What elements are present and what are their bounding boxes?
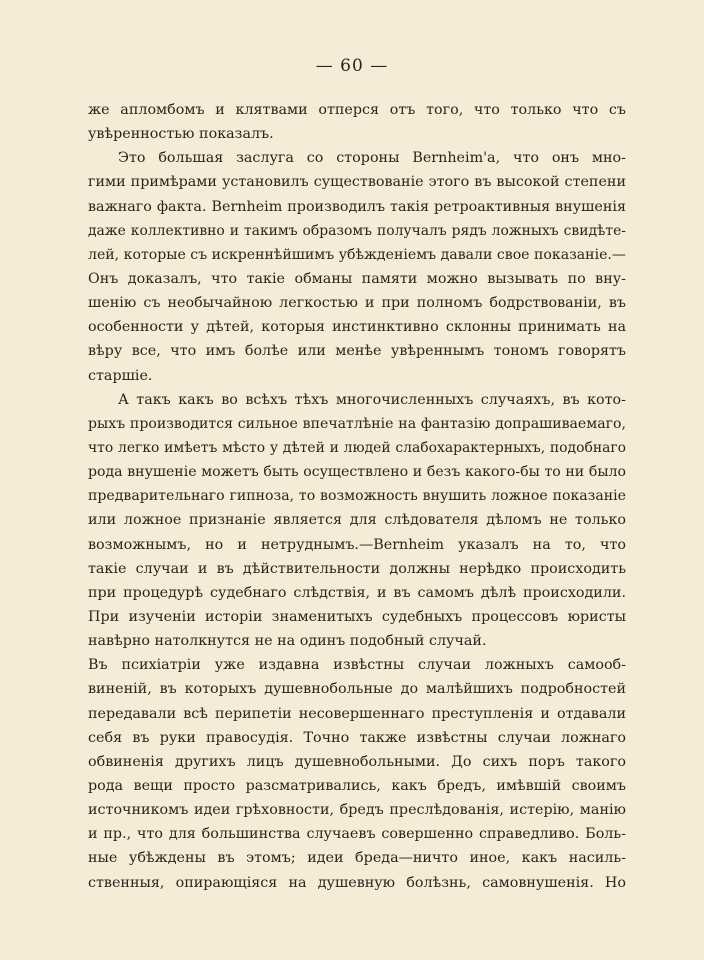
text-line: такіе случаи и въ дѣйствительности должны нерѣдко происходить	[88, 560, 626, 577]
text-line: даже коллективно и такимъ образомъ получалъ рядъ ложныхъ свидѣте-	[88, 222, 626, 239]
text-line: рода внушеніе можетъ быть осуществлено и безъ какого-бы то ни было	[88, 464, 626, 481]
text-line: же апломбомъ и клятвами отперся отъ того, что только что съ	[88, 102, 626, 118]
text-line: Это большая заслуга со стороны Bernheim'a, что онъ мно-	[118, 150, 626, 167]
text-line: ные убѣждены въ этомъ; идеи бреда—ничто иное, какъ насиль-	[88, 850, 626, 867]
text-line: обвиненія другихъ лицъ душевнобольными. До сихъ поръ такого	[88, 753, 626, 770]
text-line: что легко имѣетъ мѣсто у дѣтей и людей слабохарактерныхъ, подобнаго	[88, 439, 626, 456]
text-line: при процедурѣ судебнаго слѣдствія, и въ самомъ дѣлѣ происходили.	[88, 584, 626, 601]
text-line: навѣрно натолкнутся не на одинъ подобный случай.	[88, 633, 487, 650]
text-line: гими примѣрами установилъ существованіе этого въ высокой степени	[88, 174, 626, 191]
text-line: возможнымъ, но и нетруднымъ.—Bernheim указалъ на то, что	[88, 536, 626, 553]
text-line: А такъ какъ во всѣхъ тѣхъ многочисленныхъ случаяхъ, въ кото-	[118, 391, 626, 408]
text-line: ственныя, опирающіяся на душевную болѣзнь, самовнушенія. Но	[88, 874, 626, 891]
text-line: особенности у дѣтей, которыя инстинктивно склонны принимать на	[88, 319, 626, 336]
text-line: шенію съ необычайною легкостью и при полномъ бодрствованіи, въ	[88, 295, 626, 312]
text-line: предварительнаго гипноза, то возможность внушить ложное показаніе	[88, 488, 626, 505]
body-text	[88, 98, 626, 895]
text-line: передавали всѣ перипетіи несовершеннаго преступленія и отдавали	[88, 705, 626, 722]
text-line: Въ психіатріи уже издавна извѣстны случаи ложныхъ самооб-	[88, 657, 626, 674]
text-line: Онъ доказалъ, что такіе обманы памяти можно вызывать по вну-	[88, 270, 626, 287]
text-line: важнаго факта. Bernheim производилъ такія ретроактивныя внушенія	[88, 198, 626, 215]
text-line: увѣренностью показалъ.	[88, 126, 274, 143]
page-number: — 60 —	[315, 56, 389, 76]
text-line: лей, которые съ искреннѣйшимъ убѣжденіемъ давали свое показаніе.—	[88, 246, 626, 263]
text-line: источникомъ идеи грѣховности, бредъ преслѣдованія, истерію, манію	[88, 802, 626, 819]
text-line: рода вещи просто разсматривались, какъ бредъ, имѣвшій своимъ	[88, 777, 626, 794]
text-line: и пр., что для большинства случаевъ совершенно справедливо. Боль-	[88, 826, 626, 843]
text-line: старшіе.	[88, 367, 153, 384]
text-line: вѣру все, что имъ болѣе или менѣе увѣреннымъ тономъ говорятъ	[88, 343, 626, 360]
text-line: рыхъ производится сильное впечатлѣніе на фантазію допрашиваемаго,	[88, 415, 626, 432]
text-line: При изученіи исторіи знаменитыхъ судебныхъ процессовъ юристы	[88, 608, 626, 625]
text-line: или ложное признаніе является для слѣдователя дѣломъ не только	[88, 512, 626, 529]
text-line: себя въ руки правосудія. Точно также извѣстны случаи ложнаго	[88, 729, 626, 746]
text-line: виненій, въ которыхъ душевнобольные до малѣйшихъ подробностей	[88, 681, 626, 698]
